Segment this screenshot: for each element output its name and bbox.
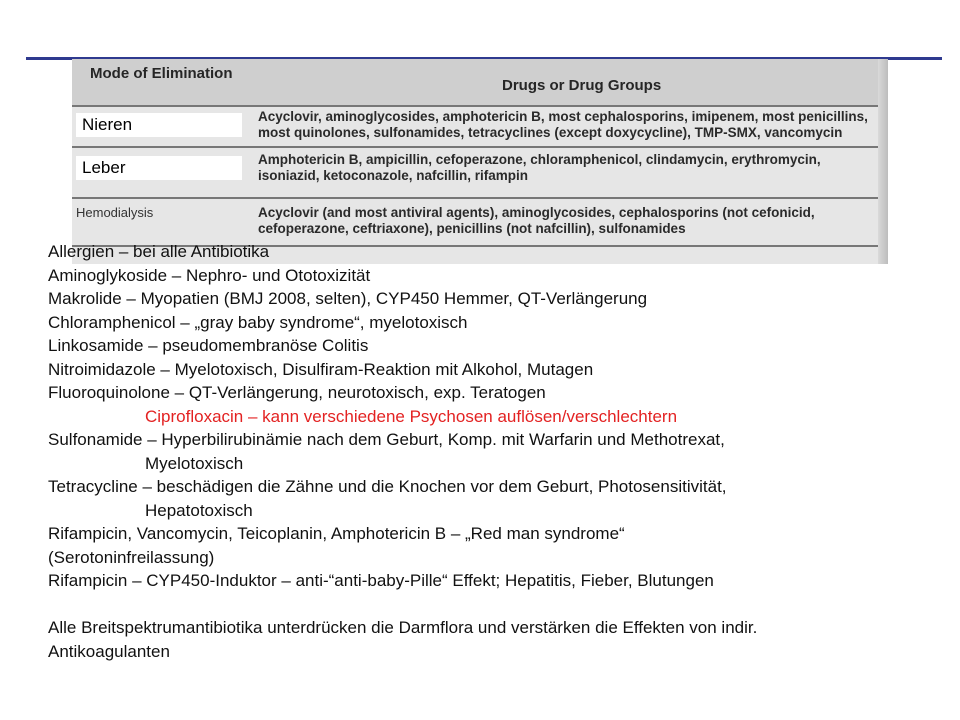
line-makrolide: Makrolide – Myopatien (BMJ 2008, selten), CYP450 Hemmer, QT-Verlängerung (48, 289, 648, 308)
line-breitspektrum: Alle Breitspektrumantibiotika unterdrücken die Darmflora und verstärken die Effekten von indir. (48, 618, 758, 637)
row-divider (72, 146, 888, 148)
mode-label-leber: Leber (76, 156, 242, 180)
line-tetracycline: Tetracycline – beschädigen die Zähne und die Knochen vor dem Geburt, Photosensitivität, (48, 477, 727, 496)
line-allergien: Allergien – bei alle Antibiotika (48, 242, 270, 261)
line-red-man-syndrome: Rifampicin, Vancomycin, Teicoplanin, Amphotericin B – „Red man syndrome“ (48, 524, 625, 543)
mode-label-hemodialysis: Hemodialysis (76, 205, 154, 220)
mode-label-nieren: Nieren (76, 113, 242, 137)
line-rifampicin: Rifampicin – CYP450-Induktor – anti-“anti-baby-Pille“ Effekt; Hepatitis, Fieber, Blutungen (48, 571, 714, 590)
spacer (48, 593, 948, 617)
line-sulfonamide-cont: Myelotoxisch (145, 453, 244, 473)
line-linkosamide: Linkosamide – pseudomembranöse Colitis (48, 336, 369, 355)
scanned-table-image (72, 59, 888, 264)
header-mode-of-elimination: Mode of Elimination (90, 65, 233, 82)
line-red-man-syndrome-cont: (Serotoninfreilassung) (48, 547, 215, 567)
scan-page-edge (878, 59, 888, 264)
table-header (72, 59, 888, 107)
line-sulfonamide: Sulfonamide – Hyperbilirubinämie nach dem Geburt, Komp. mit Warfarin und Methotrexat, (48, 430, 725, 449)
line-aminoglykoside: Aminoglykoside – Nephro- und Ototoxizität (48, 265, 371, 285)
header-drugs: Drugs or Drug Groups (502, 77, 662, 94)
line-tetracycline-cont: Hepatotoxisch (145, 500, 253, 520)
row-divider (72, 197, 888, 199)
line-chloramphenicol: Chloramphenicol – „gray baby syndrome“, myelotoxisch (48, 312, 468, 332)
line-breitspektrum-cont: Antikoagulanten (48, 641, 170, 661)
side-effects-list (48, 240, 948, 663)
line-ciprofloxacin-warning: Ciprofloxacin – kann verschiedene Psychosen auflösen/verschlechtern (145, 406, 678, 426)
drugs-leber: Amphotericin B, ampicillin, cefoperazone, chloramphenicol, clindamycin, erythromycin, isoniazid, ketoconazole, nafcillin, rifampin (258, 152, 821, 183)
drugs-hemodialysis: Acyclovir (and most antiviral agents), aminoglycosides, cephalosporins (not cefonicid, cefoperazone, ceftriaxone), penicillins (not nafcillin), sulfonamides (258, 205, 815, 236)
line-nitroimidazole: Nitroimidazole – Myelotoxisch, Disulfiram-Reaktion mit Alkohol, Mutagen (48, 359, 594, 379)
line-fluoroquinolone: Fluoroquinolone – QT-Verlängerung, neurotoxisch, exp. Teratogen (48, 383, 546, 402)
drugs-nieren: Acyclovir, aminoglycosides, amphotericin B, most cephalosporins, imipenem, most penicillins, most quinolones, sulfonamides, tetracyclines (except doxycycline), TMP-SMX, vancomycin (258, 109, 868, 140)
